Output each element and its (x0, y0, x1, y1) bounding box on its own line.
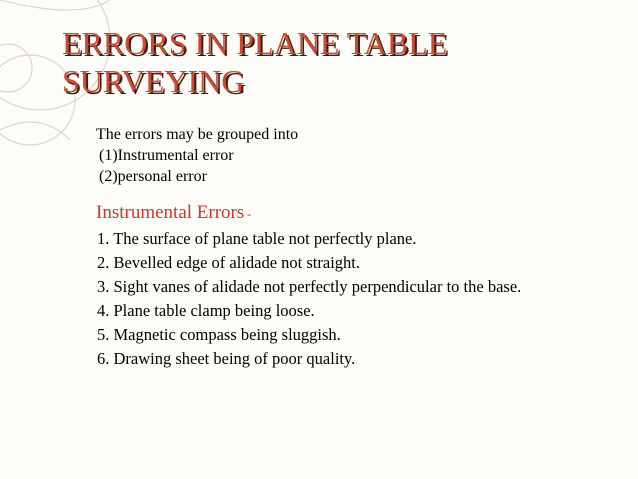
decor-arc (0, 122, 70, 140)
list-item: 3. Sight vanes of alidade not perfectly perpendicular to the base. (97, 277, 522, 296)
list-item: 6. Drawing sheet being of poor quality. (97, 349, 356, 368)
title-line-2: SURVEYING (62, 63, 245, 99)
title-line-1: ERRORS IN PLANE TABLE (62, 25, 448, 61)
list-item: 2. Bevelled edge of alidade not straight. (97, 253, 361, 272)
intro-item-2: (2)personal error (99, 168, 207, 185)
intro-item-1: (1)Instrumental error (99, 147, 234, 164)
error-list (96, 227, 616, 371)
decor-circle-small (0, 44, 32, 92)
intro-lead: The errors may be grouped into (96, 126, 299, 143)
section-heading-dash: - (247, 207, 252, 221)
list-item: 5. Magnetic compass being sluggish. (97, 325, 341, 344)
section-heading-text: Instrumental Errors (96, 202, 245, 223)
slide-title (62, 24, 622, 100)
list-item: 4. Plane table clamp being loose. (97, 301, 315, 320)
list-item: 1. The surface of plane table not perfectly plane. (97, 229, 417, 248)
section-heading (96, 200, 616, 227)
decor-arc-top (0, 0, 110, 10)
slide-body (96, 124, 616, 371)
